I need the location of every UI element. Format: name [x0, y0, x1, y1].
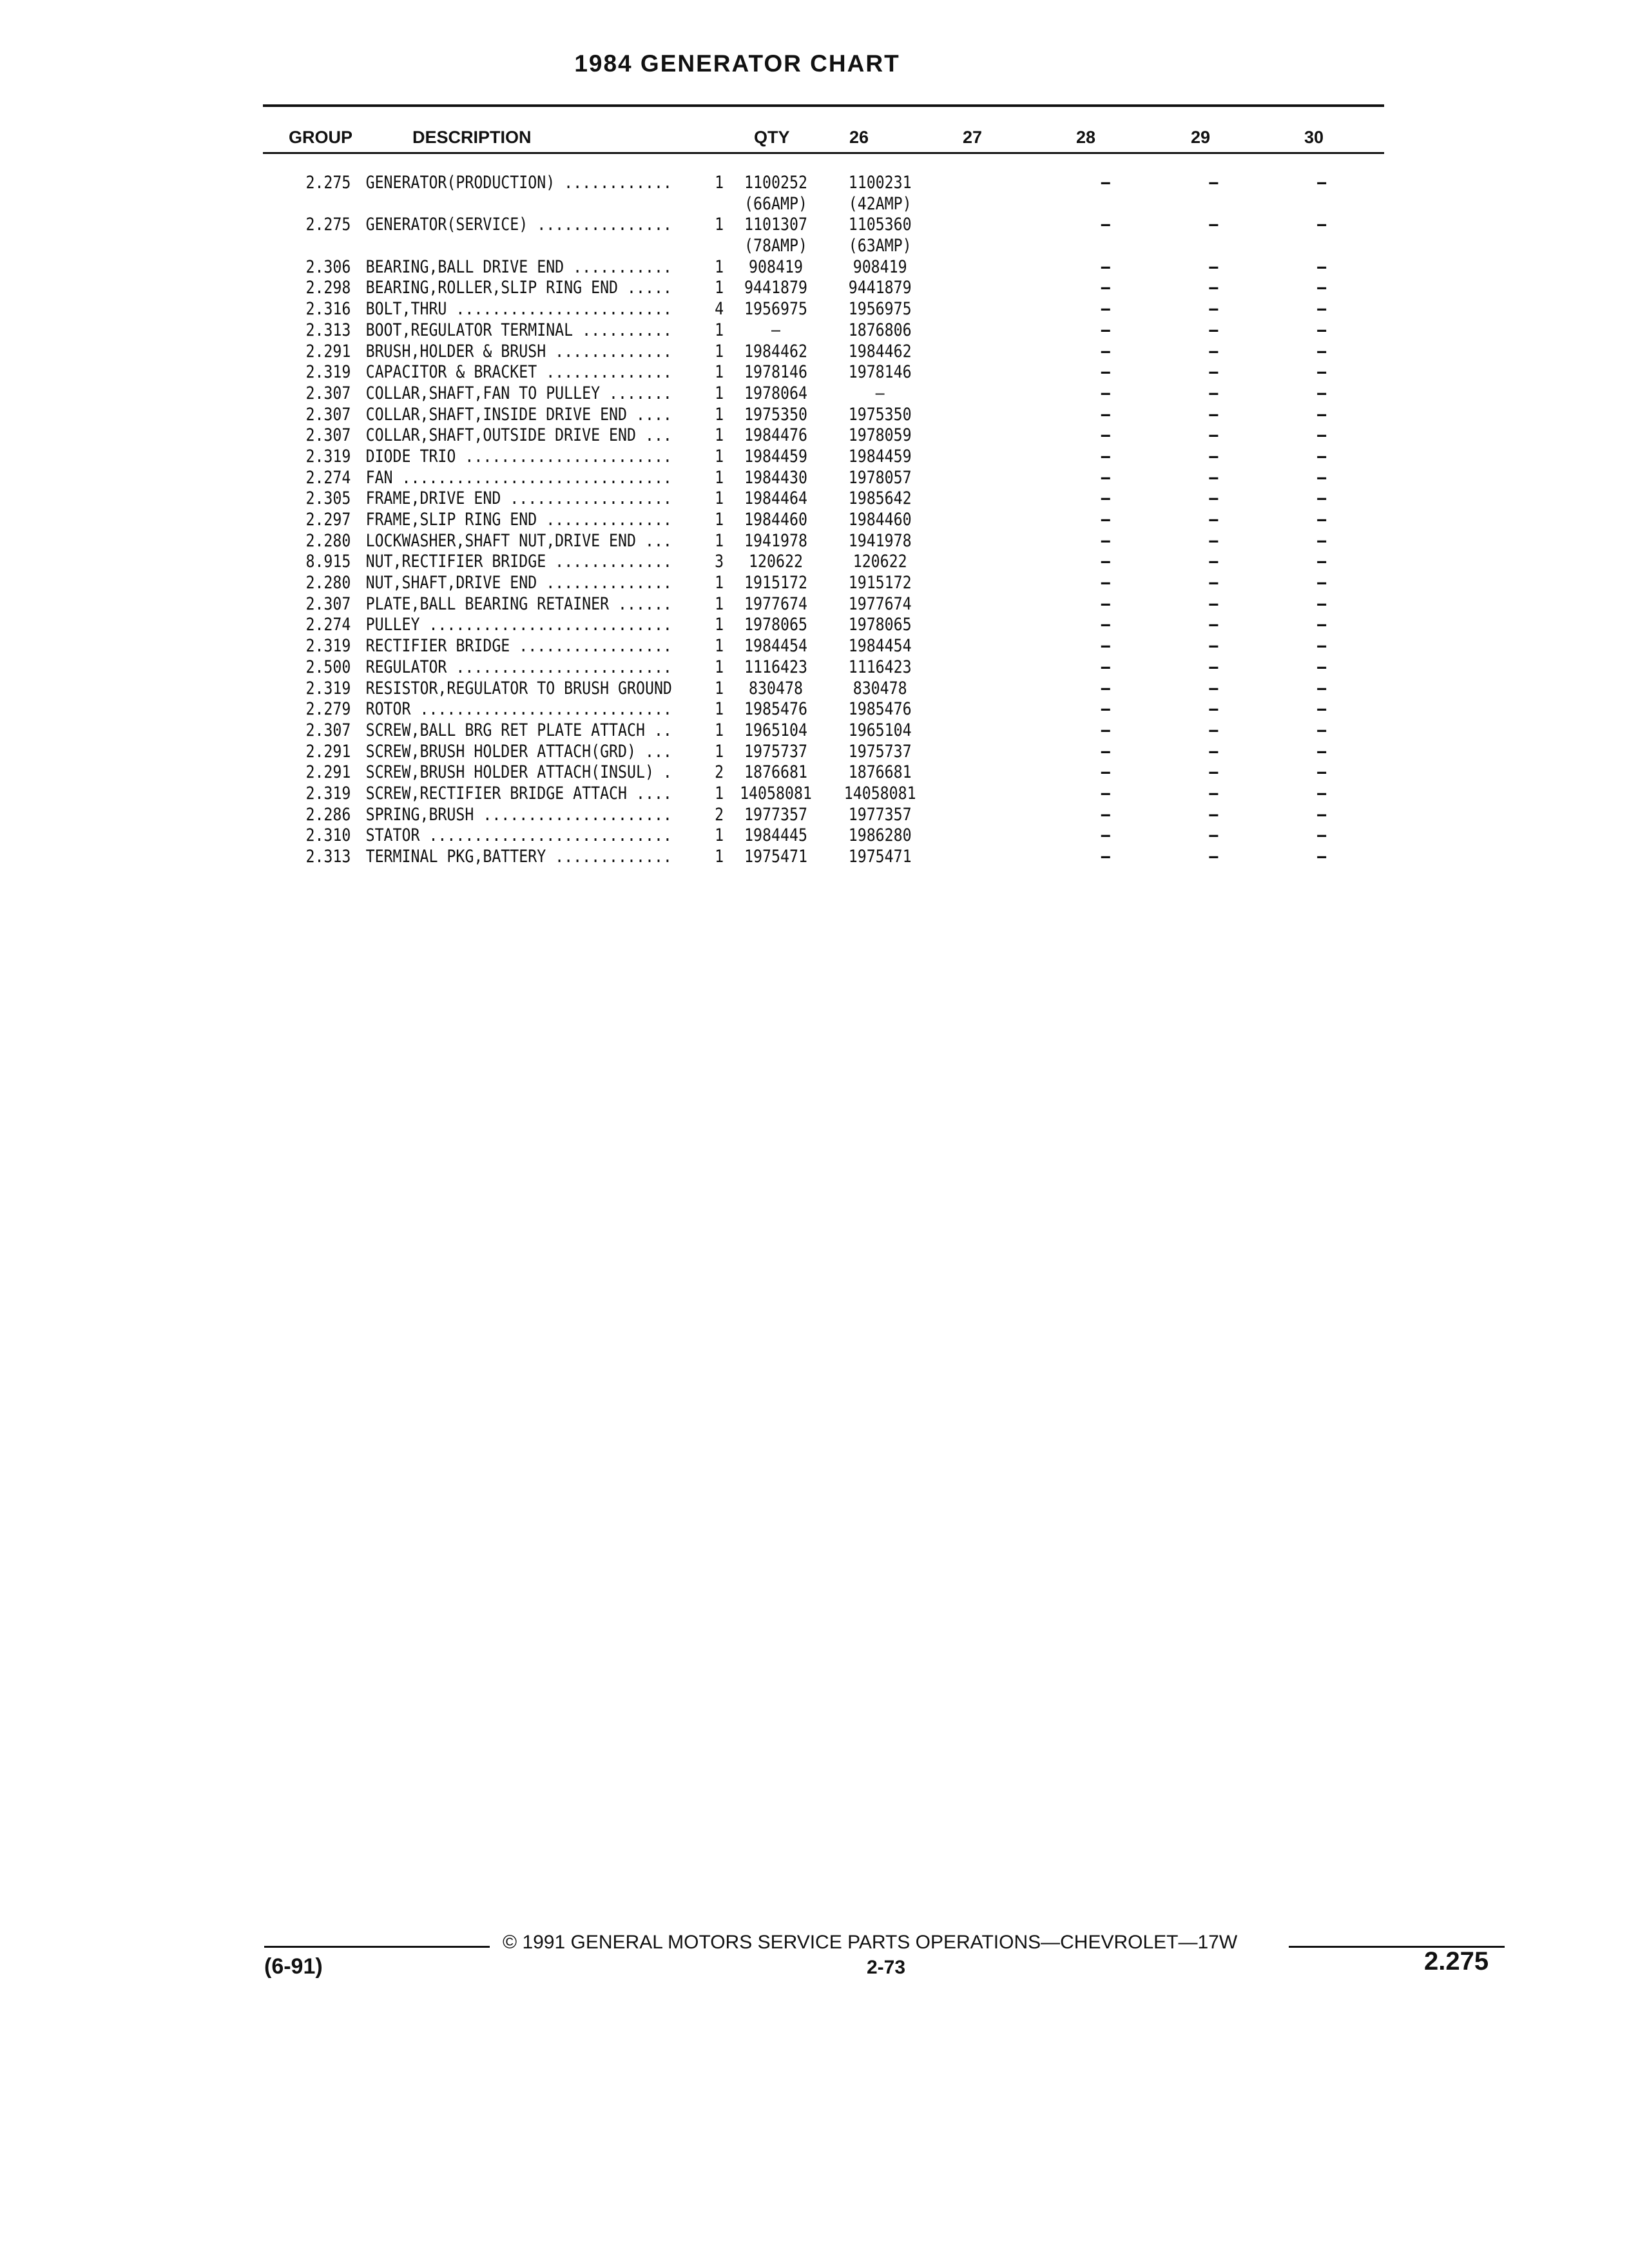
- description-cell: BOLT,THRU ........................: [365, 299, 672, 320]
- table-row: [0, 510, 1401, 531]
- part-26-cell: 1977357: [744, 804, 807, 825]
- qty-cell: 1: [715, 573, 724, 593]
- part-27-cell: 1975471: [848, 847, 912, 867]
- part-29-cell: —: [1209, 783, 1219, 803]
- part-29-cell: —: [1209, 341, 1219, 361]
- part-27-cell: 830478: [853, 678, 907, 698]
- part-29-cell: —: [1209, 699, 1219, 720]
- part-30-cell: —: [1317, 256, 1327, 277]
- part-28-cell: —: [1101, 593, 1110, 614]
- part-29-cell: —: [1209, 762, 1219, 783]
- part-26-cell: 1876681: [744, 762, 807, 783]
- part-30-cell: —: [1317, 467, 1327, 488]
- qty-cell: 1: [715, 678, 724, 698]
- qty-cell: 1: [715, 404, 724, 425]
- part-27-cell: 1984459: [848, 446, 912, 466]
- part-30-cell: —: [1317, 636, 1327, 657]
- part-29-cell: —: [1209, 657, 1219, 677]
- group-cell: 2.319: [305, 446, 351, 466]
- group-cell: 2.319: [305, 783, 351, 803]
- part-28-cell: —: [1101, 699, 1110, 720]
- part-26-cell: 1985476: [744, 699, 807, 720]
- part-28-cell: —: [1101, 615, 1110, 635]
- column-headers: [0, 128, 1629, 153]
- header-29: 29: [1191, 128, 1211, 147]
- header-top-rule: [263, 104, 1384, 107]
- description-cell: SCREW,BRUSH HOLDER ATTACH(GRD) ...: [365, 741, 672, 762]
- group-cell: 2.275: [305, 173, 351, 193]
- qty-cell: 1: [715, 593, 724, 614]
- part-27-cell: 1978146: [848, 362, 912, 383]
- part-30-cell: —: [1317, 341, 1327, 361]
- table-row: [0, 257, 1401, 278]
- part-28-cell: —: [1101, 320, 1110, 340]
- table-row: [0, 594, 1401, 615]
- table-row: [0, 173, 1401, 215]
- group-cell: 2.307: [305, 425, 351, 446]
- table-row: [0, 425, 1401, 447]
- part-26-cell: 1984460: [744, 510, 807, 530]
- header-26: 26: [849, 128, 869, 147]
- group-cell: 2.286: [305, 804, 351, 825]
- part-28-cell: —: [1101, 657, 1110, 677]
- part-29-cell: —: [1209, 383, 1219, 403]
- description-cell: NUT,RECTIFIER BRIDGE .............: [365, 552, 672, 572]
- part-30-cell: —: [1317, 215, 1327, 235]
- footer-date: (6-91): [264, 1954, 323, 1979]
- part-30-cell: —: [1317, 278, 1327, 298]
- part-28-cell: —: [1101, 720, 1110, 740]
- description-cell: BRUSH,HOLDER & BRUSH .............: [365, 341, 672, 361]
- table-row: [0, 573, 1401, 594]
- group-cell: 2.500: [305, 657, 351, 677]
- qty-cell: 1: [715, 847, 724, 867]
- part-26-cell: 1975471: [744, 847, 807, 867]
- header-30: 30: [1304, 128, 1324, 147]
- footer-page-number: 2-73: [867, 1957, 906, 1978]
- part-27-cell: 120622: [853, 552, 907, 572]
- part-28-cell: —: [1101, 804, 1110, 825]
- description-cell: FAN ..............................: [365, 467, 672, 488]
- part-27-cell: 1941978: [848, 530, 912, 551]
- part-28-cell: —: [1101, 741, 1110, 762]
- part-26-cell: 9441879: [744, 278, 807, 298]
- part-26-cell: 830478: [749, 678, 803, 698]
- description-cell: FRAME,DRIVE END ..................: [365, 488, 672, 509]
- table-row: [0, 468, 1401, 489]
- part-26-cell: 1984476: [744, 425, 807, 446]
- description-cell: COLLAR,SHAFT,FAN TO PULLEY .......: [365, 383, 672, 403]
- part-26-cell: 1978064: [744, 383, 807, 403]
- part-28-cell: —: [1101, 678, 1110, 698]
- part-27-cell: —: [875, 383, 885, 403]
- part-30-cell: —: [1317, 173, 1327, 193]
- qty-cell: 1: [715, 173, 724, 193]
- qty-cell: 1: [715, 425, 724, 446]
- part-26-cell: 1975737: [744, 741, 807, 762]
- part-29-cell: —: [1209, 320, 1219, 340]
- header-qty: QTY: [754, 128, 790, 147]
- group-cell: 2.307: [305, 720, 351, 740]
- part-26-cell: 908419: [749, 256, 803, 277]
- part-27-cell: 9441879: [848, 278, 912, 298]
- table-row: [0, 362, 1401, 383]
- group-cell: 2.307: [305, 404, 351, 425]
- header-27: 27: [963, 128, 983, 147]
- part-28-cell: —: [1101, 847, 1110, 867]
- part-29-cell: —: [1209, 510, 1219, 530]
- part-27-cell: 1985476: [848, 699, 912, 720]
- group-cell: 2.297: [305, 510, 351, 530]
- qty-cell: 1: [715, 657, 724, 677]
- table-row: [0, 805, 1401, 826]
- group-cell: 2.313: [305, 320, 351, 340]
- part-26-cell: 1984464: [744, 488, 807, 509]
- part-27-cell: 1100231 (42AMP): [848, 173, 912, 214]
- part-27-cell: 1978057: [848, 467, 912, 488]
- group-cell: 2.319: [305, 678, 351, 698]
- description-cell: PLATE,BALL BEARING RETAINER ......: [365, 593, 672, 614]
- table-row: [0, 531, 1401, 552]
- description-cell: TERMINAL PKG,BATTERY .............: [365, 847, 672, 867]
- part-30-cell: —: [1317, 488, 1327, 509]
- group-cell: 2.291: [305, 741, 351, 762]
- part-26-cell: 1975350: [744, 404, 807, 425]
- part-30-cell: —: [1317, 383, 1327, 403]
- part-29-cell: —: [1209, 278, 1219, 298]
- page-title: 1984 GENERATOR CHART: [574, 50, 900, 77]
- part-28-cell: —: [1101, 173, 1110, 193]
- part-30-cell: —: [1317, 299, 1327, 320]
- part-26-cell: 1984430: [744, 467, 807, 488]
- table-row: [0, 783, 1401, 805]
- part-30-cell: —: [1317, 446, 1327, 466]
- part-30-cell: —: [1317, 657, 1327, 677]
- table-row: [0, 215, 1401, 256]
- table-row: [0, 657, 1401, 678]
- description-cell: RESISTOR,REGULATOR TO BRUSH GROUND: [365, 678, 672, 698]
- table-row: [0, 847, 1401, 868]
- part-26-cell: 1956975: [744, 299, 807, 320]
- header-description: DESCRIPTION: [412, 128, 532, 147]
- part-29-cell: —: [1209, 362, 1219, 383]
- group-cell: 2.280: [305, 530, 351, 551]
- part-28-cell: —: [1101, 467, 1110, 488]
- part-28-cell: —: [1101, 425, 1110, 446]
- part-26-cell: 1941978: [744, 530, 807, 551]
- table-row: [0, 825, 1401, 847]
- part-30-cell: —: [1317, 825, 1327, 846]
- part-28-cell: —: [1101, 573, 1110, 593]
- table-row: [0, 488, 1401, 510]
- qty-cell: 1: [715, 215, 724, 235]
- table-row: [0, 678, 1401, 700]
- footer-section-number: 2.275: [1424, 1947, 1489, 1975]
- qty-cell: 1: [715, 467, 724, 488]
- part-28-cell: —: [1101, 636, 1110, 657]
- part-29-cell: —: [1209, 678, 1219, 698]
- part-28-cell: —: [1101, 383, 1110, 403]
- qty-cell: 1: [715, 362, 724, 383]
- part-28-cell: —: [1101, 256, 1110, 277]
- part-26-cell: 14058081: [740, 783, 812, 803]
- qty-cell: 1: [715, 446, 724, 466]
- part-30-cell: —: [1317, 320, 1327, 340]
- part-30-cell: —: [1317, 678, 1327, 698]
- part-29-cell: —: [1209, 173, 1219, 193]
- table-row: [0, 552, 1401, 573]
- part-30-cell: —: [1317, 741, 1327, 762]
- qty-cell: 1: [715, 825, 724, 846]
- table-row: [0, 615, 1401, 636]
- part-28-cell: —: [1101, 446, 1110, 466]
- part-28-cell: —: [1101, 488, 1110, 509]
- description-cell: REGULATOR ........................: [365, 657, 672, 677]
- part-29-cell: —: [1209, 530, 1219, 551]
- qty-cell: 2: [715, 804, 724, 825]
- part-30-cell: —: [1317, 699, 1327, 720]
- table-row: [0, 299, 1401, 320]
- qty-cell: 1: [715, 720, 724, 740]
- footer-copyright: © 1991 GENERAL MOTORS SERVICE PARTS OPERATIONS—CHEVROLET—17W: [503, 1932, 1238, 1953]
- part-29-cell: —: [1209, 804, 1219, 825]
- part-30-cell: —: [1317, 530, 1327, 551]
- parts-table: [0, 173, 1401, 868]
- part-26-cell: 1984459: [744, 446, 807, 466]
- part-26-cell: 1116423: [744, 657, 807, 677]
- table-row: [0, 341, 1401, 363]
- part-30-cell: —: [1317, 762, 1327, 783]
- part-28-cell: —: [1101, 825, 1110, 846]
- qty-cell: 1: [715, 341, 724, 361]
- part-29-cell: —: [1209, 488, 1219, 509]
- description-cell: BOOT,REGULATOR TERMINAL ..........: [365, 320, 672, 340]
- qty-cell: 2: [715, 762, 724, 783]
- group-cell: 2.319: [305, 636, 351, 657]
- part-28-cell: —: [1101, 530, 1110, 551]
- part-30-cell: —: [1317, 362, 1327, 383]
- part-26-cell: 1984462: [744, 341, 807, 361]
- header-group: GROUP: [289, 128, 353, 147]
- qty-cell: 1: [715, 320, 724, 340]
- group-cell: 2.280: [305, 573, 351, 593]
- part-29-cell: —: [1209, 573, 1219, 593]
- qty-cell: 1: [715, 741, 724, 762]
- part-30-cell: —: [1317, 425, 1327, 446]
- part-27-cell: 1978065: [848, 615, 912, 635]
- group-cell: 2.319: [305, 362, 351, 383]
- group-cell: 2.307: [305, 593, 351, 614]
- part-26-cell: 1984445: [744, 825, 807, 846]
- part-28-cell: —: [1101, 215, 1110, 235]
- part-26-cell: 1101307 (78AMP): [744, 215, 807, 256]
- table-row: [0, 762, 1401, 783]
- qty-cell: 1: [715, 256, 724, 277]
- part-27-cell: 1975350: [848, 404, 912, 425]
- qty-cell: 1: [715, 510, 724, 530]
- group-cell: 2.274: [305, 615, 351, 635]
- group-cell: 2.279: [305, 699, 351, 720]
- part-27-cell: 1977674: [848, 593, 912, 614]
- part-27-cell: 1984454: [848, 636, 912, 657]
- part-28-cell: —: [1101, 404, 1110, 425]
- table-row: [0, 320, 1401, 341]
- table-row: [0, 447, 1401, 468]
- part-28-cell: —: [1101, 762, 1110, 783]
- table-row: [0, 720, 1401, 742]
- description-cell: STATOR ...........................: [365, 825, 672, 846]
- qty-cell: 1: [715, 530, 724, 551]
- part-28-cell: —: [1101, 341, 1110, 361]
- part-26-cell: 1977674: [744, 593, 807, 614]
- qty-cell: 3: [715, 552, 724, 572]
- part-28-cell: —: [1101, 510, 1110, 530]
- part-27-cell: 14058081: [843, 783, 916, 803]
- part-28-cell: —: [1101, 362, 1110, 383]
- description-cell: COLLAR,SHAFT,OUTSIDE DRIVE END ...: [365, 425, 672, 446]
- part-29-cell: —: [1209, 256, 1219, 277]
- part-29-cell: —: [1209, 299, 1219, 320]
- description-cell: GENERATOR(SERVICE) ...............: [365, 215, 672, 235]
- part-27-cell: 1975737: [848, 741, 912, 762]
- part-29-cell: —: [1209, 636, 1219, 657]
- part-27-cell: 1105360 (63AMP): [848, 215, 912, 256]
- description-cell: COLLAR,SHAFT,INSIDE DRIVE END ....: [365, 404, 672, 425]
- group-cell: 2.313: [305, 847, 351, 867]
- table-row: [0, 742, 1401, 763]
- table-row: [0, 405, 1401, 426]
- part-27-cell: 908419: [853, 256, 907, 277]
- description-cell: BEARING,ROLLER,SLIP RING END .....: [365, 278, 672, 298]
- group-cell: 2.298: [305, 278, 351, 298]
- qty-cell: 1: [715, 636, 724, 657]
- part-29-cell: —: [1209, 215, 1219, 235]
- part-30-cell: —: [1317, 593, 1327, 614]
- description-cell: CAPACITOR & BRACKET ..............: [365, 362, 672, 383]
- description-cell: NUT,SHAFT,DRIVE END ..............: [365, 573, 672, 593]
- part-26-cell: 1978146: [744, 362, 807, 383]
- group-cell: 8.915: [305, 552, 351, 572]
- part-26-cell: 1978065: [744, 615, 807, 635]
- part-29-cell: —: [1209, 446, 1219, 466]
- header-bottom-rule: [263, 152, 1384, 154]
- part-28-cell: —: [1101, 552, 1110, 572]
- part-27-cell: 1986280: [848, 825, 912, 846]
- group-cell: 2.316: [305, 299, 351, 320]
- group-cell: 2.274: [305, 467, 351, 488]
- table-row: [0, 636, 1401, 657]
- part-30-cell: —: [1317, 783, 1327, 803]
- part-29-cell: —: [1209, 404, 1219, 425]
- group-cell: 2.275: [305, 215, 351, 235]
- part-27-cell: 1876681: [848, 762, 912, 783]
- part-30-cell: —: [1317, 552, 1327, 572]
- group-cell: 2.291: [305, 341, 351, 361]
- group-cell: 2.306: [305, 256, 351, 277]
- description-cell: FRAME,SLIP RING END ..............: [365, 510, 672, 530]
- part-30-cell: —: [1317, 615, 1327, 635]
- part-29-cell: —: [1209, 847, 1219, 867]
- table-row: [0, 383, 1401, 405]
- description-cell: RECTIFIER BRIDGE .................: [365, 636, 672, 657]
- part-27-cell: 1956975: [848, 299, 912, 320]
- part-27-cell: 1978059: [848, 425, 912, 446]
- footer-rule-left: [264, 1946, 490, 1948]
- description-cell: LOCKWASHER,SHAFT NUT,DRIVE END ...: [365, 530, 672, 551]
- description-cell: ROTOR ............................: [365, 699, 672, 720]
- header-28: 28: [1076, 128, 1096, 147]
- qty-cell: 4: [715, 299, 724, 320]
- description-cell: BEARING,BALL DRIVE END ...........: [365, 256, 672, 277]
- table-row: [0, 278, 1401, 299]
- qty-cell: 1: [715, 783, 724, 803]
- part-30-cell: —: [1317, 404, 1327, 425]
- part-27-cell: 1915172: [848, 573, 912, 593]
- part-26-cell: 1984454: [744, 636, 807, 657]
- table-row: [0, 699, 1401, 720]
- part-26-cell: —: [771, 320, 780, 340]
- part-30-cell: —: [1317, 720, 1327, 740]
- part-27-cell: 1984462: [848, 341, 912, 361]
- qty-cell: 1: [715, 699, 724, 720]
- qty-cell: 1: [715, 488, 724, 509]
- description-cell: SPRING,BRUSH .....................: [365, 804, 672, 825]
- description-cell: SCREW,BALL BRG RET PLATE ATTACH ..: [365, 720, 672, 740]
- part-26-cell: 1100252 (66AMP): [744, 173, 807, 214]
- part-29-cell: —: [1209, 467, 1219, 488]
- part-29-cell: —: [1209, 825, 1219, 846]
- description-cell: SCREW,RECTIFIER BRIDGE ATTACH ....: [365, 783, 672, 803]
- group-cell: 2.310: [305, 825, 351, 846]
- part-28-cell: —: [1101, 783, 1110, 803]
- qty-cell: 1: [715, 615, 724, 635]
- part-30-cell: —: [1317, 847, 1327, 867]
- part-30-cell: —: [1317, 573, 1327, 593]
- description-cell: PULLEY ...........................: [365, 615, 672, 635]
- part-30-cell: —: [1317, 804, 1327, 825]
- part-29-cell: —: [1209, 593, 1219, 614]
- part-28-cell: —: [1101, 278, 1110, 298]
- part-27-cell: 1965104: [848, 720, 912, 740]
- description-cell: DIODE TRIO .......................: [365, 446, 672, 466]
- description-cell: GENERATOR(PRODUCTION) ............: [365, 173, 672, 193]
- part-27-cell: 1876806: [848, 320, 912, 340]
- qty-cell: 1: [715, 278, 724, 298]
- part-27-cell: 1977357: [848, 804, 912, 825]
- part-29-cell: —: [1209, 720, 1219, 740]
- group-cell: 2.305: [305, 488, 351, 509]
- part-29-cell: —: [1209, 552, 1219, 572]
- part-26-cell: 1915172: [744, 573, 807, 593]
- part-29-cell: —: [1209, 425, 1219, 446]
- group-cell: 2.307: [305, 383, 351, 403]
- part-29-cell: —: [1209, 741, 1219, 762]
- part-26-cell: 120622: [749, 552, 803, 572]
- part-27-cell: 1984460: [848, 510, 912, 530]
- part-30-cell: —: [1317, 510, 1327, 530]
- part-28-cell: —: [1101, 299, 1110, 320]
- group-cell: 2.291: [305, 762, 351, 783]
- part-27-cell: 1985642: [848, 488, 912, 509]
- part-29-cell: —: [1209, 615, 1219, 635]
- description-cell: SCREW,BRUSH HOLDER ATTACH(INSUL) .: [365, 762, 672, 783]
- part-26-cell: 1965104: [744, 720, 807, 740]
- qty-cell: 1: [715, 383, 724, 403]
- part-27-cell: 1116423: [848, 657, 912, 677]
